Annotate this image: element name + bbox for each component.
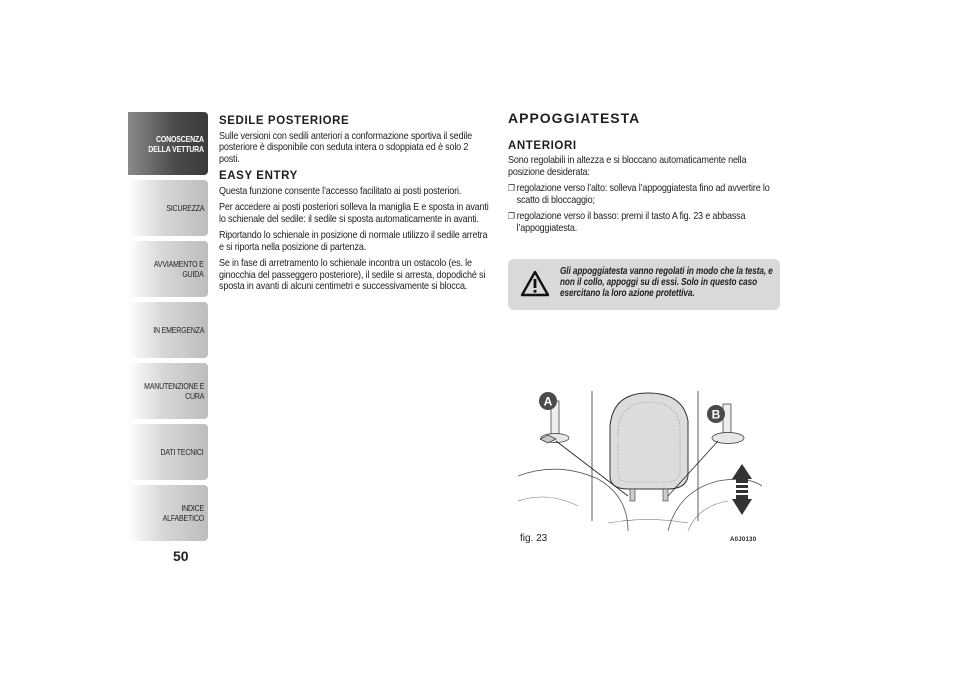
up-down-arrow-icon [732,464,752,515]
tab-avviamento-e-guida[interactable] [128,241,208,297]
label-a: A [543,394,553,409]
figure-code: A0J0130 [730,537,757,543]
tab-manutenzione-e-cura[interactable] [128,363,208,419]
paragraph: Sono regolabili in altezza e si bloccano automaticamente nella posizione desiderata: [508,154,747,178]
bullet-item: ❒ regolazione verso il basso: premi il tasto A fig. 23 e abbassa l’appoggiatesta. [508,210,746,234]
tab-conoscenza-della-vettura[interactable] [128,112,208,175]
paragraph: Se in fase di arretramento lo schienale incontra un ostacolo (es. le ginocchia del passeggero posteriore), il sedile si arresta, dopodiché si sposta in avanti di alcuni centimetri e successivamente si blocca. [219,257,486,292]
paragraph: Sulle versioni con sedili anteriori a conformazione sportiva il sedile posteriore è disponibile con seduta intera o sdoppiata ed è solo 2 posti. [219,129,472,165]
tab-label: DATI TECNICI [160,447,204,457]
tab-in-emergenza[interactable] [128,302,208,358]
right-column [508,110,780,239]
bullet-box-icon: ❒ [508,183,515,193]
page-number: 50 [173,548,189,564]
bullet-item: ❒ regolazione verso l’alto: solleva l’appoggiatesta fino ad avvertire lo scatto di bloccaggio; [508,182,770,206]
tab-label: MANUTENZIONE E CURA [143,381,204,401]
warning-triangle-icon [520,270,550,297]
section-title-appoggiatesta: APPOGGIATESTA [508,110,641,126]
tab-label: SICUREZZA [165,203,204,213]
section-heading-easy-entry: EASY ENTRY [219,170,298,182]
tab-label: CONOSCENZA DELLA VETTURA [148,133,204,154]
paragraph: Per accedere ai posti posteriori solleva la maniglia E e sposta in avanti lo schienale del sedile: il sedile si sposta automaticamente in avanti. [219,201,489,225]
tab-dati-tecnici[interactable] [128,424,208,480]
warning-text: Gli appoggiatesta vanno regolati in modo che la testa, e non il collo, appoggi su di essi. Solo in questo caso esercitano la loro azione protettiva. [560,266,773,299]
subsection-heading-anteriori: ANTERIORI [508,139,577,152]
tab-label: IN EMERGENZA [152,325,204,335]
tab-label: INDICE ALFABETICO [162,503,204,523]
tab-indice-alfabetico[interactable] [128,485,208,541]
tab-label: AVVIAMENTO E GUIDA [154,259,204,279]
paragraph: Riportando lo schienale in posizione di normale utilizzo il sedile arretra e si riporta nella posizione di partenza. [219,229,488,253]
label-b: B [711,407,721,422]
section-heading-sedile-posteriore: SEDILE POSTERIORE [219,115,350,127]
chapter-sidebar [128,112,208,546]
tab-sicurezza[interactable] [128,180,208,236]
left-column [219,114,491,298]
warning-box [508,259,780,310]
bullet-box-icon: ❒ [508,211,515,221]
headrest-illustration [518,381,762,531]
figure-caption: fig. 23 [520,533,548,544]
paragraph: Questa funzione consente l’accesso facilitato ai posti posteriori. [219,184,462,197]
